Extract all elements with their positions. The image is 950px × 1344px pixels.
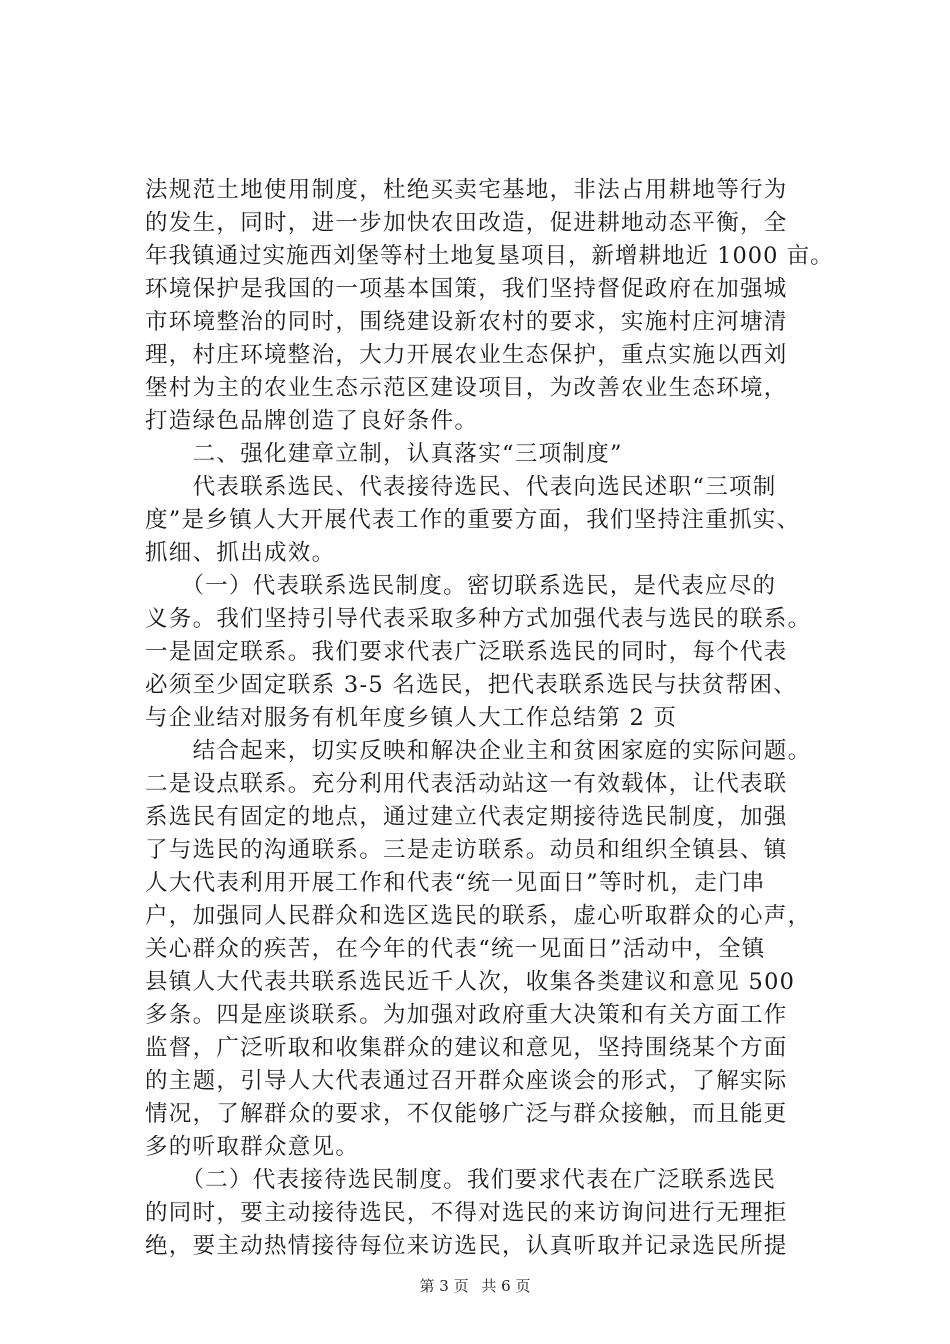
text-line: 监督，广泛听取和收集群众的建议和意见，坚持围绕某个方面: [145, 1035, 788, 1061]
text-line: 的同时，要主动接待选民，不得对选民的来访询问进行无理拒: [145, 1200, 788, 1226]
text-line: 二是设点联系。充分利用代表活动站这一有效载体，让代表联: [145, 771, 788, 797]
text-line: 必须至少固定联系 3-5 名选民，把代表联系选民与扶贫帮困、: [145, 672, 798, 698]
text-line: 环境保护是我国的一项基本国策，我们坚持督促政府在加强城: [145, 276, 788, 302]
page-total: 共 6 页: [481, 1277, 531, 1295]
text-line: 市环境整治的同时，围绕建设新农村的要求，实施村庄河塘清: [145, 309, 788, 335]
text-line: 县镇人大代表共联系选民近千人次，收集各类建议和意见 500: [145, 969, 796, 995]
text-line: 一是固定联系。我们要求代表广泛联系选民的同时，每个代表: [145, 639, 788, 665]
text-line: 的主题，引导人大代表通过召开群众座谈会的形式，了解实际: [145, 1068, 788, 1094]
text-line: （一）代表联系选民制度。密切联系选民，是代表应尽的: [145, 573, 777, 599]
text-line: 结合起来，切实反映和解决企业主和贫困家庭的实际问题。: [145, 738, 812, 764]
page-footer: [0, 1276, 950, 1296]
text-line: 了与选民的沟通联系。三是走访联系。动员和组织全镇县、镇: [145, 837, 788, 863]
text-line: 户，加强同人民群众和选区选民的联系，虚心听取群众的心声，: [145, 903, 812, 929]
text-line: 的发生，同时，进一步加快农田改造，促进耕地动态平衡，全: [145, 210, 788, 236]
text-line: 关心群众的疾苦，在今年的代表“统一见面日”活动中，全镇: [145, 936, 766, 962]
text-line: 年我镇通过实施西刘堡等村土地复垦项目，新增耕地近 1000 亩。: [145, 243, 834, 269]
text-line: 系选民有固定的地点，通过建立代表定期接待选民制度，加强: [145, 804, 788, 830]
text-line: 度”是乡镇人大开展代表工作的重要方面，我们坚持注重抓实、: [145, 507, 801, 533]
text-line: 法规范土地使用制度，杜绝买卖宅基地，非法占用耕地等行为: [145, 177, 788, 203]
text-line: 抓细、抓出成效。: [145, 540, 336, 566]
text-line: 多条。四是座谈联系。为加强对政府重大决策和有关方面工作: [145, 1002, 788, 1028]
text-line: 打造绿色品牌创造了良好条件。: [145, 408, 479, 434]
text-line: 与企业结对服务有机年度乡镇人大工作总结第 2 页: [145, 705, 678, 731]
text-line: 情况，了解群众的要求，不仅能够广泛与群众接触，而且能更: [145, 1101, 788, 1127]
text-line: 堡村为主的农业生态示范区建设项目，为改善农业生态环境，: [145, 375, 788, 401]
page-number: 第 3 页: [419, 1277, 469, 1295]
section-heading: 二、强化建章立制，认真落实“三项制度”: [145, 441, 623, 467]
text-line: （二）代表接待选民制度。我们要求代表在广泛联系选民: [145, 1167, 777, 1193]
text-line: 人大代表利用开展工作和代表“统一见面日”等时机，走门串: [145, 870, 766, 896]
text-line: 多的听取群众意见。: [145, 1134, 360, 1160]
text-line: 义务。我们坚持引导代表采取多种方式加强代表与选民的联系。: [145, 606, 812, 632]
text-line: 代表联系选民、代表接待选民、代表向选民述职“三项制: [145, 474, 777, 500]
text-line: 绝，要主动热情接待每位来访选民，认真听取并记录选民所提: [145, 1233, 788, 1259]
text-line: 理，村庄环境整治，大力开展农业生态保护，重点实施以西刘: [145, 342, 788, 368]
